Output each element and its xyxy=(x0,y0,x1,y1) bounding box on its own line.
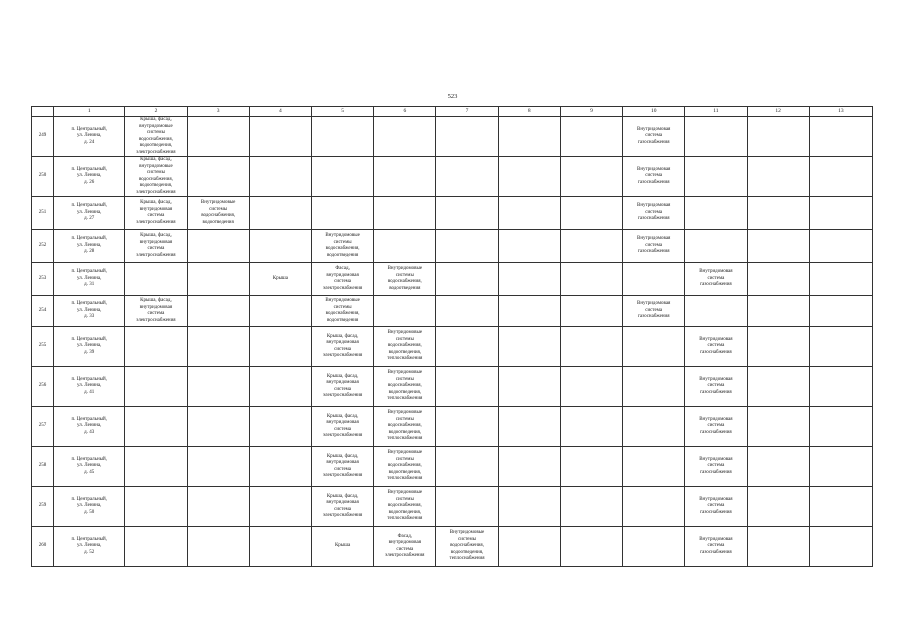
column-number-cell: 2 xyxy=(125,107,187,117)
table-cell xyxy=(747,157,809,197)
table-cell xyxy=(249,447,311,487)
table-cell xyxy=(560,487,622,527)
row-number-cell: 249 xyxy=(32,117,54,157)
address-cell: п. Центральный, ул. Ленина, д. 26 xyxy=(54,157,125,197)
table-cell xyxy=(560,263,622,296)
table-cell xyxy=(436,157,498,197)
table-cell xyxy=(809,117,872,157)
table-cell: Внутридомовая система газоснабжения xyxy=(623,197,685,230)
table-cell: Внутридомовые системы водоснабжения, водоотведения xyxy=(311,296,373,327)
address-cell: п. Центральный, ул. Ленина, д. 43 xyxy=(54,407,125,447)
table-cell xyxy=(809,230,872,263)
column-number-cell: 11 xyxy=(685,107,747,117)
column-number-cell: 1 xyxy=(54,107,125,117)
table-cell xyxy=(498,157,560,197)
column-number-cell: 13 xyxy=(809,107,872,117)
capital-repair-table xyxy=(31,106,873,567)
table-cell xyxy=(311,157,373,197)
table-cell: Внутридомовые системы водоснабжения, водоотведения xyxy=(187,197,249,230)
table-cell xyxy=(498,527,560,567)
table-cell xyxy=(187,447,249,487)
table-cell xyxy=(560,327,622,367)
table-cell xyxy=(498,197,560,230)
table-cell xyxy=(311,197,373,230)
table-cell xyxy=(187,367,249,407)
row-number-cell: 256 xyxy=(32,367,54,407)
table-cell: Крыша, фасад, внутридомовая система электроснабжения xyxy=(125,296,187,327)
table-row xyxy=(32,327,873,367)
table-cell xyxy=(685,157,747,197)
table-cell xyxy=(747,296,809,327)
row-number-cell: 259 xyxy=(32,487,54,527)
row-number-cell: 260 xyxy=(32,527,54,567)
table-row xyxy=(32,263,873,296)
table-cell xyxy=(436,487,498,527)
table-cell xyxy=(374,117,436,157)
table-cell xyxy=(498,367,560,407)
table-cell xyxy=(374,296,436,327)
table-cell xyxy=(187,407,249,447)
table-cell: Крыша, фасад, внутридомовая система электроснабжения xyxy=(311,327,373,367)
table-cell xyxy=(187,230,249,263)
table-cell xyxy=(436,117,498,157)
table-cell: Крыша xyxy=(249,263,311,296)
table-body xyxy=(32,117,873,567)
table-cell xyxy=(187,487,249,527)
table-cell xyxy=(125,527,187,567)
table-cell xyxy=(498,447,560,487)
column-number-cell: 10 xyxy=(623,107,685,117)
table-cell: Внутридомовые системы водоснабжения, водоотведения xyxy=(374,263,436,296)
table-cell: Крыша, фасад, внутридомовые системы водоснабжения, водоотведения, электроснабжения xyxy=(125,117,187,157)
table-cell xyxy=(747,527,809,567)
table-cell xyxy=(249,367,311,407)
table-cell xyxy=(560,117,622,157)
table-cell: Внутридомовая система газоснабжения xyxy=(685,407,747,447)
page-number: 523 xyxy=(447,93,458,100)
table-cell xyxy=(249,527,311,567)
column-number-cell: 8 xyxy=(498,107,560,117)
table-cell xyxy=(311,117,373,157)
table-cell xyxy=(685,230,747,263)
table-cell xyxy=(436,296,498,327)
column-number-cell: 4 xyxy=(249,107,311,117)
table-cell xyxy=(747,367,809,407)
table-cell xyxy=(498,407,560,447)
column-number-cell: 6 xyxy=(374,107,436,117)
table-cell: Внутридомовые системы водоснабжения, водоотведения, теплоснабжения xyxy=(374,487,436,527)
table-cell: Внутридомовая система газоснабжения xyxy=(623,157,685,197)
table-cell: Внутридомовая система газоснабжения xyxy=(623,296,685,327)
table-cell: Крыша, фасад, внутридомовая система электроснабжения xyxy=(311,447,373,487)
table-cell xyxy=(747,407,809,447)
address-cell: п. Центральный, ул. Ленина, д. 31 xyxy=(54,263,125,296)
table-cell xyxy=(249,157,311,197)
table-cell xyxy=(809,527,872,567)
table-row xyxy=(32,407,873,447)
table-cell: Внутридомовые системы водоснабжения, водоотведения, теплоснабжения xyxy=(436,527,498,567)
table-cell: Фасад, внутридомовая система электроснабжения xyxy=(374,527,436,567)
table-cell xyxy=(187,327,249,367)
row-number-cell: 252 xyxy=(32,230,54,263)
table-cell: Внутридомовая система газоснабжения xyxy=(685,487,747,527)
table-cell xyxy=(809,157,872,197)
row-number-cell: 257 xyxy=(32,407,54,447)
table-cell xyxy=(498,117,560,157)
table-cell xyxy=(249,327,311,367)
table-cell xyxy=(436,447,498,487)
table-cell: Внутридомовая система газоснабжения xyxy=(623,230,685,263)
table-cell xyxy=(187,117,249,157)
table-cell xyxy=(249,407,311,447)
column-number-cell: 9 xyxy=(560,107,622,117)
table-cell xyxy=(498,327,560,367)
column-number-row xyxy=(32,107,873,117)
table-row xyxy=(32,157,873,197)
table-cell xyxy=(187,263,249,296)
table-cell xyxy=(436,327,498,367)
address-cell: п. Центральный, ул. Ленина, д. 50 xyxy=(54,487,125,527)
address-cell: п. Центральный, ул. Ленина, д. 45 xyxy=(54,447,125,487)
table-cell: Внутридомовая система газоснабжения xyxy=(685,527,747,567)
row-number-cell: 258 xyxy=(32,447,54,487)
row-number-cell: 251 xyxy=(32,197,54,230)
table-row xyxy=(32,447,873,487)
table-cell xyxy=(187,527,249,567)
column-number-cell: 5 xyxy=(311,107,373,117)
table-cell: Внутридомовые системы водоснабжения, водоотведения xyxy=(311,230,373,263)
table-cell xyxy=(125,263,187,296)
table-cell xyxy=(436,367,498,407)
table-cell xyxy=(374,197,436,230)
table-cell xyxy=(809,197,872,230)
table-row xyxy=(32,367,873,407)
table-cell xyxy=(249,296,311,327)
row-number-cell: 253 xyxy=(32,263,54,296)
table-cell xyxy=(560,527,622,567)
table-cell xyxy=(436,263,498,296)
column-number-cell: 12 xyxy=(747,107,809,117)
address-cell: п. Центральный, ул. Ленина, д. 41 xyxy=(54,367,125,407)
table-cell xyxy=(747,230,809,263)
table-cell xyxy=(125,447,187,487)
table-cell xyxy=(249,117,311,157)
table-cell xyxy=(187,157,249,197)
address-cell: п. Центральный, ул. Ленина, д. 39 xyxy=(54,327,125,367)
row-number-cell: 250 xyxy=(32,157,54,197)
table-cell xyxy=(623,367,685,407)
table-cell: Фасад, внутридомовая система электроснабжения xyxy=(311,263,373,296)
table-cell xyxy=(623,487,685,527)
table-cell xyxy=(560,230,622,263)
address-cell: п. Центральный, ул. Ленина, д. 33 xyxy=(54,296,125,327)
column-number-cell: 7 xyxy=(436,107,498,117)
table-cell xyxy=(436,230,498,263)
table-cell xyxy=(498,263,560,296)
table-cell: Внутридомовая система газоснабжения xyxy=(623,117,685,157)
table-cell xyxy=(249,487,311,527)
table-cell: Внутридомовая система газоснабжения xyxy=(685,327,747,367)
table-cell xyxy=(685,117,747,157)
row-number-cell: 255 xyxy=(32,327,54,367)
table-row xyxy=(32,527,873,567)
table-cell xyxy=(623,447,685,487)
table-cell xyxy=(747,327,809,367)
address-cell: п. Центральный, ул. Ленина, д. 27 xyxy=(54,197,125,230)
table-cell xyxy=(498,230,560,263)
table-cell xyxy=(125,487,187,527)
table-row xyxy=(32,487,873,527)
table-cell xyxy=(809,296,872,327)
table-cell: Внутридомовая система газоснабжения xyxy=(685,367,747,407)
table-cell xyxy=(685,197,747,230)
table-cell xyxy=(560,157,622,197)
table-cell: Крыша, фасад, внутридомовая система электроснабжения xyxy=(311,487,373,527)
table-cell xyxy=(747,117,809,157)
address-cell: п. Центральный, ул. Ленина, д. 24 xyxy=(54,117,125,157)
table-row xyxy=(32,197,873,230)
table-cell xyxy=(685,296,747,327)
table-cell xyxy=(125,367,187,407)
table-cell: Внутридомовая система газоснабжения xyxy=(685,263,747,296)
table-cell xyxy=(809,407,872,447)
column-number-cell xyxy=(32,107,54,117)
table-cell xyxy=(809,263,872,296)
table-cell: Внутридомовые системы водоснабжения, водоотведения, теплоснабжения xyxy=(374,407,436,447)
table-cell xyxy=(747,447,809,487)
table-cell xyxy=(249,230,311,263)
table-cell xyxy=(436,197,498,230)
table-cell xyxy=(809,327,872,367)
table-cell: Внутридомовые системы водоснабжения, водоотведения, теплоснабжения xyxy=(374,367,436,407)
address-cell: п. Центральный, ул. Ленина, д. 28 xyxy=(54,230,125,263)
table-cell xyxy=(809,487,872,527)
table-cell xyxy=(623,407,685,447)
table-cell: Крыша, фасад, внутридомовая система электроснабжения xyxy=(311,367,373,407)
table-cell xyxy=(747,487,809,527)
table-cell xyxy=(249,197,311,230)
table-cell xyxy=(623,527,685,567)
table-cell xyxy=(498,487,560,527)
column-number-cell: 3 xyxy=(187,107,249,117)
table-cell: Крыша, фасад, внутридомовая система электроснабжения xyxy=(311,407,373,447)
table-cell: Крыша, фасад, внутридомовые системы водоснабжения, водоотведения, электроснабжения xyxy=(125,157,187,197)
table-cell xyxy=(374,157,436,197)
table-cell xyxy=(187,296,249,327)
table-cell xyxy=(809,367,872,407)
table-cell xyxy=(374,230,436,263)
table-cell xyxy=(809,447,872,487)
table-cell xyxy=(560,367,622,407)
table-cell xyxy=(436,407,498,447)
table-cell: Внутридомовые системы водоснабжения, водоотведения, теплоснабжения xyxy=(374,327,436,367)
table-cell: Крыша, фасад, внутридомовая система электроснабжения xyxy=(125,230,187,263)
table-row xyxy=(32,230,873,263)
table-cell: Крыша xyxy=(311,527,373,567)
table-cell xyxy=(560,407,622,447)
table-cell xyxy=(125,327,187,367)
table-cell xyxy=(747,197,809,230)
table-row xyxy=(32,117,873,157)
table-cell xyxy=(623,263,685,296)
table-cell: Внутридомовая система газоснабжения xyxy=(685,447,747,487)
table-cell: Крыша, фасад, внутридомовая система электроснабжения xyxy=(125,197,187,230)
table-cell xyxy=(125,407,187,447)
table-row xyxy=(32,296,873,327)
row-number-cell: 254 xyxy=(32,296,54,327)
address-cell: п. Центральный, ул. Ленина, д. 52 xyxy=(54,527,125,567)
table-cell xyxy=(747,263,809,296)
table-cell xyxy=(498,296,560,327)
table-cell xyxy=(560,296,622,327)
table-cell xyxy=(560,447,622,487)
table-cell: Внутридомовые системы водоснабжения, водоотведения, теплоснабжения xyxy=(374,447,436,487)
table-cell xyxy=(623,327,685,367)
table-cell xyxy=(560,197,622,230)
